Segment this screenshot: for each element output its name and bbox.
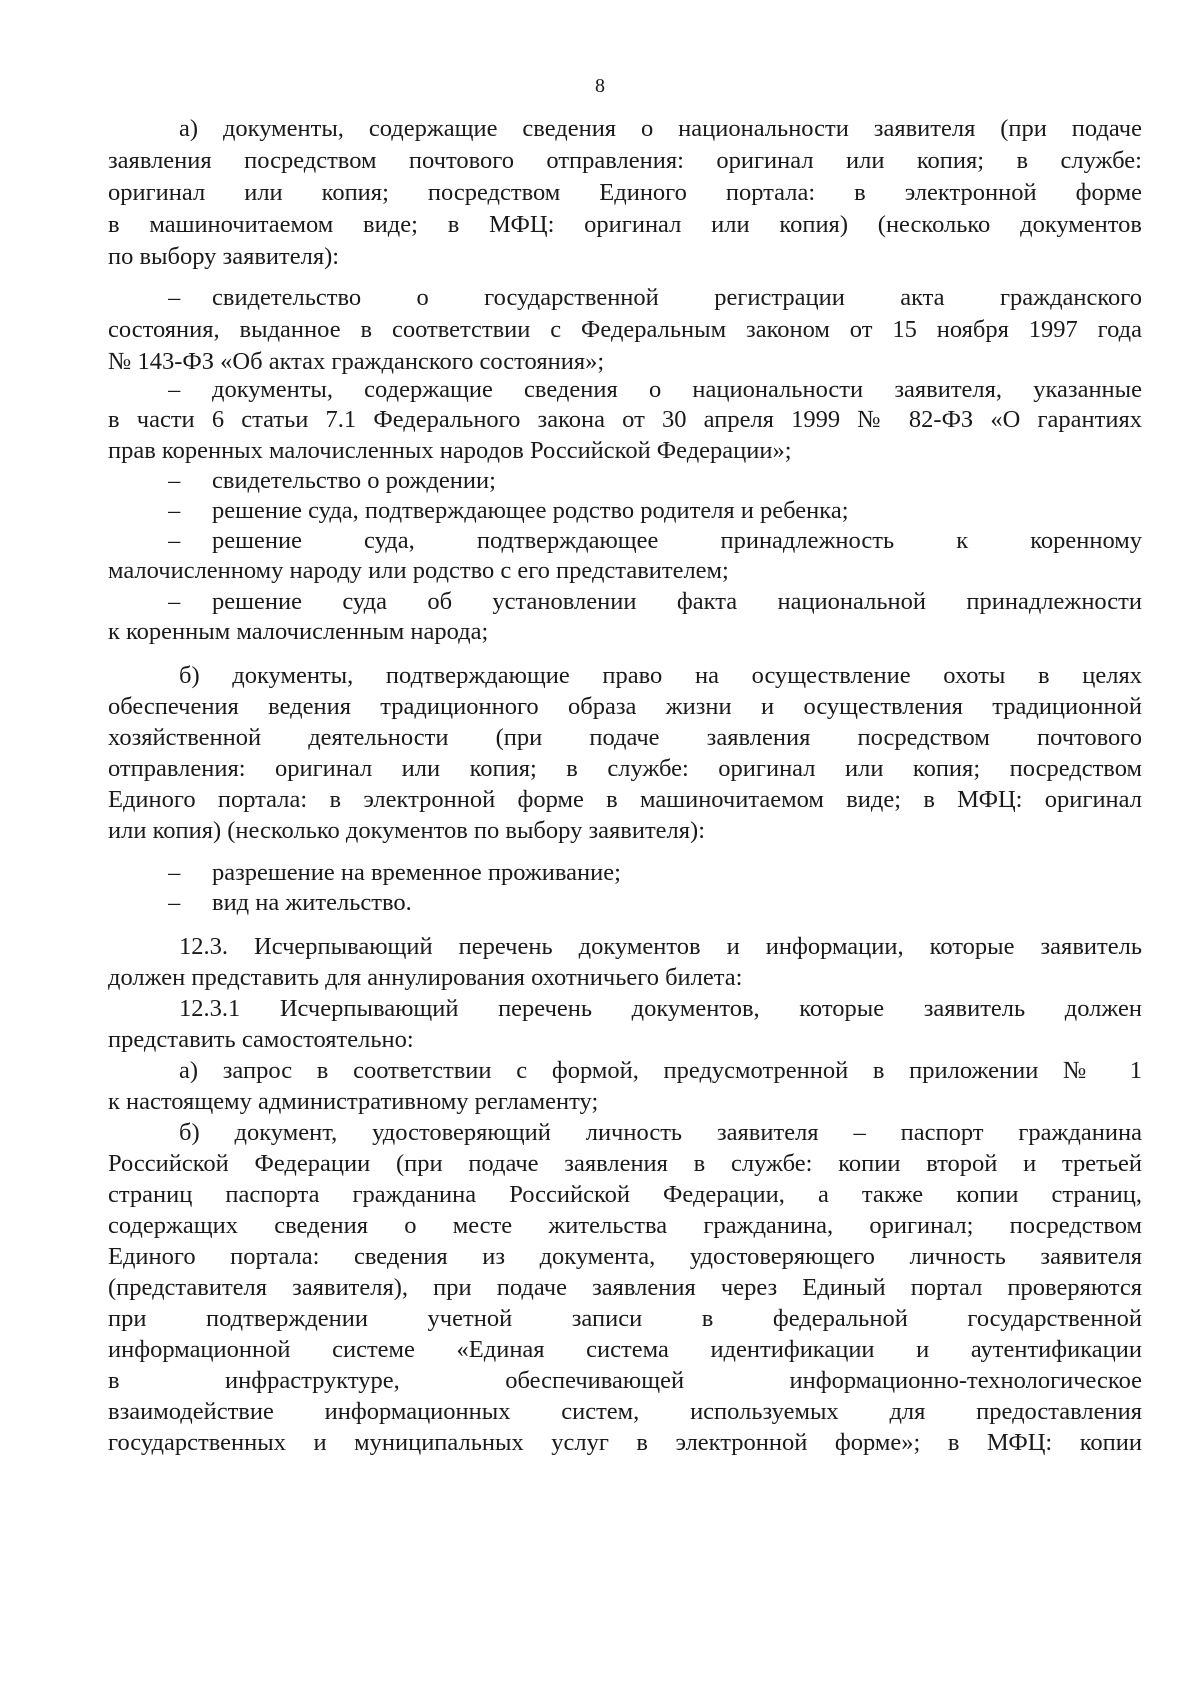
list-item-continuation: в части 6 статьи 7.1 Федерального закона от 30 апреля 1999 № 82-ФЗ «О гарантиях xyxy=(108,406,1142,433)
paragraph-line: Единого портала: сведения из документа, удостоверяющего личность заявителя xyxy=(108,1243,1142,1270)
paragraph-line: содержащих сведения о месте жительства гражданина, оригинал; посредством xyxy=(108,1212,1142,1239)
list-item xyxy=(168,282,1142,314)
dash-marker: – xyxy=(168,588,181,615)
paragraph-line: отправления: оригинал или копия; в службе: оригинал или копия; посредством xyxy=(108,755,1142,782)
paragraph-line: б) документ, удостоверяющий личность заявителя – паспорт гражданина xyxy=(179,1119,1142,1146)
dash-marker: – xyxy=(168,284,181,311)
list-item xyxy=(168,857,1142,889)
paragraph-line: к настоящему административному регламенту; xyxy=(108,1088,599,1115)
list-item-text: свидетельство о рождении; xyxy=(212,467,496,494)
list-item-continuation: прав коренных малочисленных народов Российской Федерации»; xyxy=(108,437,792,464)
list-item xyxy=(168,465,1142,497)
dash-marker: – xyxy=(168,467,181,494)
paragraph-line: Российской Федерации (при подаче заявления в службе: копии второй и третьей xyxy=(108,1150,1142,1177)
list-item-text: свидетельство о государственной регистрации акта гражданского xyxy=(212,284,1142,311)
list-item-continuation: состояния, выданное в соответствии с Федеральным законом от 15 ноября 1997 года xyxy=(108,316,1142,343)
paragraph-line: взаимодействие информационных систем, используемых для предоставления xyxy=(108,1398,1142,1425)
list-item xyxy=(168,586,1142,618)
list-item xyxy=(168,887,1142,919)
page-number: 8 xyxy=(595,75,605,97)
paragraph-line: 12.3.1 Исчерпывающий перечень документов, которые заявитель должен xyxy=(179,995,1142,1022)
list-item xyxy=(168,495,1142,527)
list-item-text: решение суда об установлении факта национальной принадлежности xyxy=(212,588,1142,615)
dash-marker: – xyxy=(168,527,181,554)
list-item-continuation: к коренным малочисленным народа; xyxy=(108,618,489,645)
paragraph-line: должен представить для аннулирования охотничьего билета: xyxy=(108,964,743,991)
list-item-text: вид на жительство. xyxy=(212,889,412,916)
list-item xyxy=(168,374,1142,406)
list-item-continuation: № 143-ФЗ «Об актах гражданского состояния»; xyxy=(108,348,605,375)
paragraph-line: 12.3. Исчерпывающий перечень документов и информации, которые заявитель xyxy=(179,933,1142,960)
paragraph-line: в машиночитаемом виде; в МФЦ: оригинал или копия) (несколько документов xyxy=(108,211,1142,238)
paragraph-line: оригинал или копия; посредством Единого портала: в электронной форме xyxy=(108,179,1142,206)
dash-marker: – xyxy=(168,497,181,524)
paragraph-line: а) документы, содержащие сведения о национальности заявителя (при подаче xyxy=(179,115,1142,142)
list-item-text: решение суда, подтверждающее принадлежность к коренному xyxy=(212,527,1142,554)
paragraph-line: или копия) (несколько документов по выбору заявителя): xyxy=(108,817,705,844)
paragraph-line: информационной системе «Единая система идентификации и аутентификации xyxy=(108,1336,1142,1363)
list-item-continuation: малочисленному народу или родство с его представителем; xyxy=(108,557,729,584)
paragraph-line: представить самостоятельно: xyxy=(108,1026,414,1053)
list-item-text: документы, содержащие сведения о национальности заявителя, указанные xyxy=(212,376,1142,403)
dash-marker: – xyxy=(168,859,181,886)
list-item-text: разрешение на временное проживание; xyxy=(212,859,621,886)
paragraph-line: (представителя заявителя), при подаче заявления через Единый портал проверяются xyxy=(108,1274,1142,1301)
paragraph-line: государственных и муниципальных услуг в электронной форме»; в МФЦ: копии xyxy=(108,1429,1142,1456)
paragraph-line: заявления посредством почтового отправления: оригинал или копия; в службе: xyxy=(108,147,1142,174)
paragraph-line: в инфраструктуре, обеспечивающей информационно-технологическое xyxy=(108,1367,1142,1394)
paragraph-line: по выбору заявителя): xyxy=(108,243,340,270)
list-item xyxy=(168,525,1142,557)
paragraph-line: при подтверждении учетной записи в федеральной государственной xyxy=(108,1305,1142,1332)
paragraph-line: а) запрос в соответствии с формой, предусмотренной в приложении № 1 xyxy=(179,1057,1142,1084)
paragraph-line: хозяйственной деятельности (при подаче заявления посредством почтового xyxy=(108,724,1142,751)
paragraph-line: б) документы, подтверждающие право на осуществление охоты в целях xyxy=(179,662,1142,689)
dash-marker: – xyxy=(168,376,181,403)
dash-marker: – xyxy=(168,889,181,916)
list-item-text: решение суда, подтверждающее родство родителя и ребенка; xyxy=(212,497,849,524)
paragraph-line: страниц паспорта гражданина Российской Федерации, а также копии страниц, xyxy=(108,1181,1142,1208)
paragraph-line: Единого портала: в электронной форме в машиночитаемом виде; в МФЦ: оригинал xyxy=(108,786,1142,813)
paragraph-line: обеспечения ведения традиционного образа жизни и осуществления традиционной xyxy=(108,693,1142,720)
